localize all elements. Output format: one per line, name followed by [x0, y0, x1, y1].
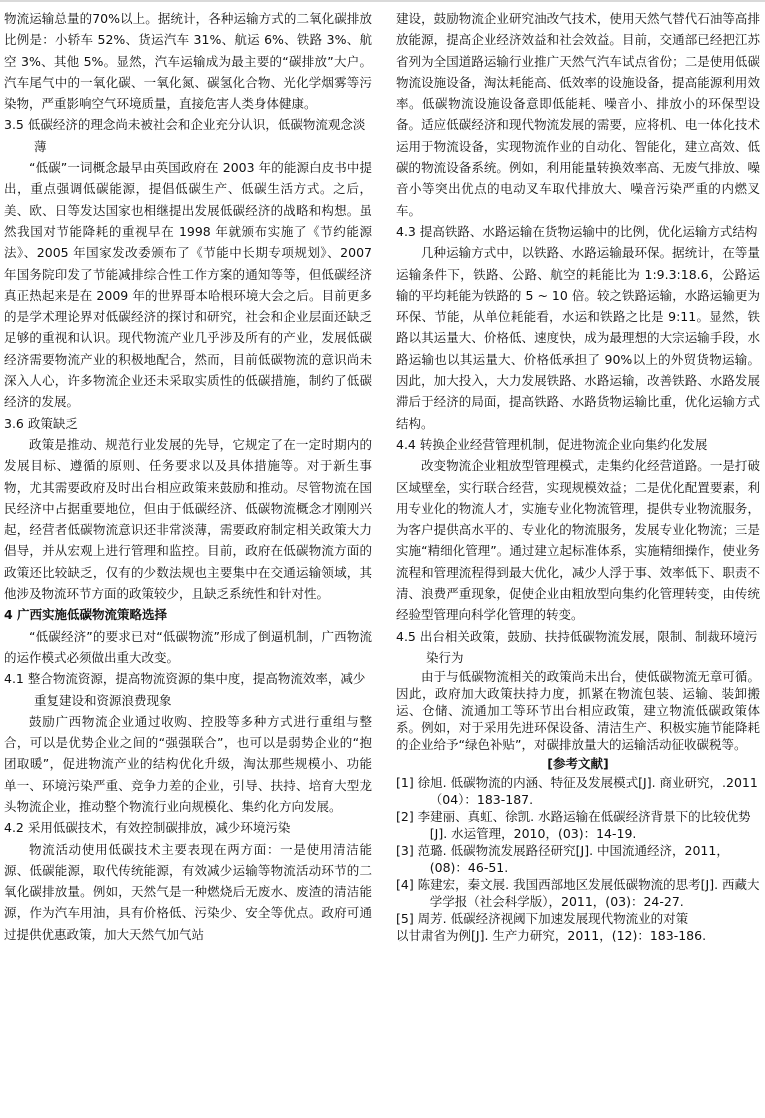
paragraph: 几种运输方式中，以铁路、水路运输最环保。据统计，在等量运输条件下，铁路、公路、航空的耗能比为 1:9.3:18.6，公路运输的平均耗能为铁路的 5 ~ 10 倍。较之铁路运输，水路运输更为环保、节能，从单位耗能看，水运和铁路之比是 9:11。显然，铁路以其运量大、价格低、速度快，成为最理想的大宗运输手段，水路运输也以其运量大、价格低承担了 90%以上的外贸货物运输。因此，加大投入，大力发展铁路、水路运输，改善铁路、水路发展滞后于经济的局面，提高铁路、水路货物运输比重，优化运输方式结构。: [396, 245, 760, 431]
section-heading-4-2: 4.2 采用低碳技术，有效控制碳排放，减少环境污染: [4, 820, 291, 836]
references-heading: [参考文献]: [547, 756, 609, 772]
section-heading-3-5: 3.5 低碳经济的理念尚未被社会和企业充分认识，低碳物流观念淡薄: [4, 117, 366, 154]
reference-item: [5] 周芳. 低碳经济视阈下加速发展现代物流业的对策: [396, 911, 689, 927]
left-column: [4, 8, 372, 945]
reference-item: [4] 陈建宏，秦文展. 我国西部地区发展低碳物流的思考[J]. 西藏大学学报（社会科学版），2011，(03)：24-27.: [396, 877, 760, 910]
paragraph: 物流运输总量的70%以上。据统计，各种运输方式的二氧化碳排放比例是：小轿车 52%、货运汽车 31%、航运 6%、铁路 3%、航空 3%、其他 5%。显然，汽车运输成为最主要的“碳排放”大户。汽车尾气中的一氧化碳、一氧化氮、碳氢化合物、光化学烟雾等污染物，严重影响空气环境质量，直接危害人类身体健康。: [4, 11, 372, 112]
references-list: [396, 774, 760, 944]
section-heading-4-5: 4.5 出台相关政策，鼓励、扶持低碳物流发展，限制、制裁环境污染行为: [396, 628, 758, 665]
paragraph: 由于与低碳物流相关的政策尚未出台，使低碳物流无章可循。因此，政府加大政策扶持力度，抓紧在物流包装、运输、装卸搬运、仓储、流通加工等环节出台相应政策，建立物流低碳政策体系。例如，对于采用先进环保设备、清洁生产、积极实施节能降耗的企业给予“绿色补贴”，对碳排放量大的运输活动征收碳税等。: [396, 669, 760, 753]
right-column: [396, 8, 760, 944]
reference-item: [2] 李建丽、真虹、徐凯. 水路运输在低碳经济背景下的比较优势[J]. 水运管理，2010，(03)：14-19.: [396, 809, 751, 842]
paragraph: 物流活动使用低碳技术主要表现在两方面：一是使用清洁能源、低碳能源，取代传统能源，有效减少运输等物流活动环节的二氧化碳排放量。例如，天然气是一种燃烧后无废水、废渣的清洁能源，作为汽车用油，具有价格低、污染少、安全等优点。政府可通过提供优惠政策，加大天然气加气站: [4, 841, 372, 942]
paragraph: “低碳经济”的要求已对“低碳物流”形成了倒逼机制，广西物流的运作模式必须做出重大改变。: [4, 628, 372, 665]
paragraph: “低碳”一词概念最早由英国政府在 2003 年的能源白皮书中提出，重点强调低碳能源，提倡低碳生产、低碳生活方式。之后，美、欧、日等发达国家也相继提出发展低碳经济的战略和构想。虽然我国对节能降耗的重视早在 1998 年就颁布实施了《节约能源法》、2005 年国家发改委颁布了《节能中长期专项规划》、2007 年国务院印发了节能减排综合性工作方案的通知等等，但低碳经济真正热起来是在 2009 年的世界哥本哈根环境大会之后。目前更多的是学术理论界对低碳经济的探讨和研究，社会和企业层面还缺乏足够的重视和认识。现代物流产业几乎涉及所有的产业，发展低碳经济需要物流产业的积极地配合，然而，目前低碳物流的意识尚未深入人心，许多物流企业还未采取实质性的低碳措施，制约了低碳经济的发展。: [4, 160, 372, 410]
section-heading-4: 4 广西实施低碳物流策略选择: [4, 607, 168, 623]
reference-item: [1] 徐旭. 低碳物流的内涵、特征及发展模式[J]. 商业研究，.2011（04）：183-187.: [396, 775, 758, 808]
section-heading-3-6: 3.6 政策缺乏: [4, 415, 78, 431]
paragraph: 改变物流企业粗放型管理模式，走集约化经营道路。一是打破区域壁垒，实行联合经营，实现规模效益；二是优化配置要素，利用专业化的物流人才，实施专业化物流管理，提供专业物流服务，为客户提供高水平的、专业化的物流服务，发展专业化物流；三是实施“精细化管理”。通过建立起标准体系，实施精细操作，使业务流程和管理流程得到最大优化，减少人浮于事、效率低下、职责不清、浪费严重现象，促使企业由粗放型向集约化管理转变，由传统经验型管理向科学化管理的转变。: [396, 458, 760, 623]
paragraph: 政策是推动、规范行业发展的先导，它规定了在一定时期内的发展目标、遵循的原则、任务要求以及具体措施等。对于新生事物，尤其需要政府及时出台相应政策来鼓励和推动。尽管物流在国民经济中占据重要地位，但由于低碳经济、低碳物流概念才刚刚兴起，经营者低碳物流意识还非常淡薄，需要政府制定相关政策大力倡导，并从宏观上进行管理和监控。目前，政府在低碳物流方面的政策还比较缺乏，仅有的少数法规也主要集中在交通运输领域，其他涉及物流环节方面的政策较少，且缺乏系统性和针对性。: [4, 436, 372, 602]
section-heading-4-1: 4.1 整合物流资源，提高物流资源的集中度，提高物流效率，减少重复建设和资源浪费现象: [4, 671, 366, 708]
paragraph: 建设，鼓励物流企业研究油改气技术，使用天然气替代石油等高排放能源，提高企业经济效益和社会效益。目前，交通部已经把江苏省列为全国道路运输行业推广天然气汽车试点省份；二是使用低碳物流设施设备，淘汰耗能高、低效率的设施设备，提高能源利用效率。低碳物流设施设备意即低能耗、噪音小、排放小的环保型设备。适应低碳经济和现代物流发展的需要，应将机、电一体化技术运用于物流设备，实现物流作业的自动化、智能化，建立高效、低碳的物流设备系统。例如，利用能量转换效率高、无废气排放、噪音小等突出优点的电动叉车取代排放大、噪音污染严重的内燃叉车。: [396, 11, 760, 218]
reference-item: [3] 范璐. 低碳物流发展路径研究[J]. 中国流通经济，2011，(08)：46-51.: [396, 843, 729, 876]
reference-item: 以甘肃省为例[J]. 生产力研究，2011，(12)：183-186.: [396, 928, 707, 944]
paragraph: 鼓励广西物流企业通过收购、控股等多种方式进行重组与整合，可以是优势企业之间的“强强联合”，也可以是弱势企业的“抱团取暖”，促进物流产业的结构优化升级，淘汰那些规模小、功能单一、环境污染严重、竞争力差的企业，引导、扶持、培育大型龙头物流企业，推动整个物流行业向规模化、集约化方向发展。: [4, 713, 372, 814]
section-heading-4-4: 4.4 转换企业经营管理机制，促进物流企业向集约化发展: [396, 436, 708, 452]
section-heading-4-3: 4.3 提高铁路、水路运输在货物运输中的比例，优化运输方式结构: [396, 223, 758, 239]
top-rule: [0, 0, 765, 2]
